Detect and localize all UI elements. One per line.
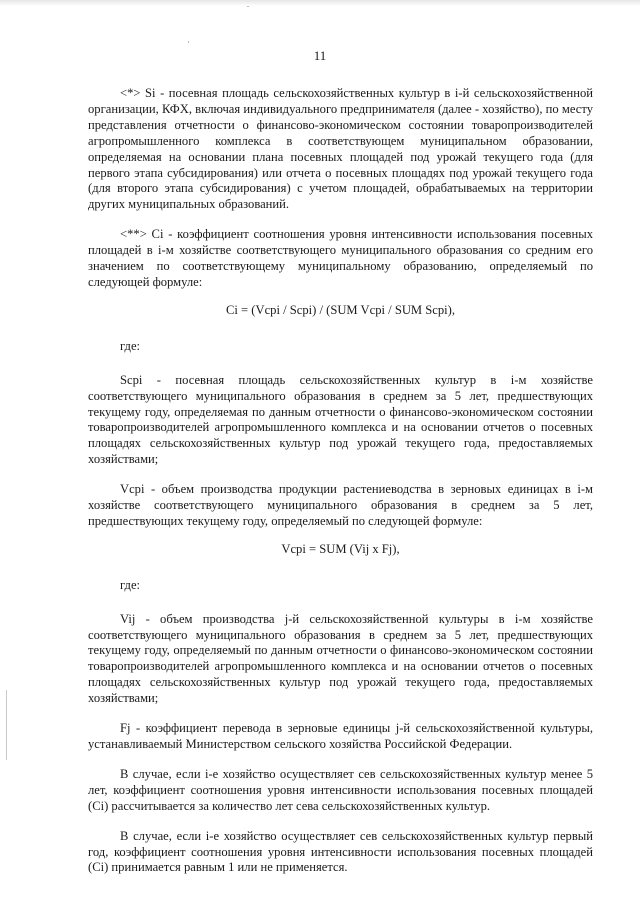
document-body xyxy=(88,86,593,890)
definition-vcpi: Vcpi - объем производства продукции растениеводства в зерновых единицах в i-м хозяйстве соответствующего муниципального образования в среднем за 5 лет, предшествующих текущему году, определяемый по следующей формуле: xyxy=(88,482,593,528)
scan-edge xyxy=(0,0,640,6)
rule-less-than-5-years: В случае, если i-е хозяйство осуществляет сев сельскохозяйственных культур менее 5 лет, коэффициент соотношения уровня интенсивности использования посевных площадей (Ci) рассчитывается за количество лет сева сельскохозяйственных культур. xyxy=(88,766,593,813)
scan-margin-line xyxy=(6,690,7,760)
definition-fj: Fj - коэффициент перевода в зерновые единицы j-й сельскохозяйственной культуры, устанавливаемый Министерством сельского хозяйства Российской Федерации. xyxy=(88,721,593,751)
rule-first-year: В случае, если i-е хозяйство осуществляет сев сельскохозяйственных культур первый год, коэффициент соотношения уровня интенсивности использования посевных площадей (Ci) принимается равным 1 или не применяется. xyxy=(88,828,593,875)
formula-ci: Ci = (Vcpi / Scpi) / (SUM Vcpi / SUM Scpi), xyxy=(225,302,455,317)
definition-vij: Vij - объем производства j-й сельскохозяйственной культуры в i-м хозяйстве соответствующего муниципального образования в среднем за 5 лет, предшествующих текущему году, определяемый по данным отчетности о финансово-экономическом состоянии товаропроизводителей агропромышленного комплекса и на основании отчетов о посевных площадях сельскохозяйственных культур под урожай текущего года, предоставляемых хозяйствами; xyxy=(88,611,593,706)
formula-vcpi: Vcpi = SUM (Vij x Fj), xyxy=(281,541,400,556)
footnote-si: <*> Si - посевная площадь сельскохозяйственных культур в i-й сельскохозяйственной организации, КФХ, включая индивидуального предпринимателя (далее - хозяйство), по месту представления отчетности о финансово-экономическом состоянии товаропроизводителей агропромышленного комплекса в соответствующем муниципальном образовании, определяемая на основании плана посевных площадей под урожай текущего года (для первого этапа субсидирования) или отчета о посевных площадях под урожай текущего года (для второго этапа субсидирования) с учетом площадей, обрабатываемых на территории других муниципальных образований. xyxy=(88,86,593,212)
scan-speck xyxy=(247,6,249,7)
footnote-ci: <**> Ci - коэффициент соотношения уровня интенсивности использования посевных площадей в i-м хозяйстве соответствующего муниципального образования со средним его значением по соответствующему муниципальному образованию, определяемый по следующей формуле: xyxy=(88,227,593,289)
where-label: где: xyxy=(120,338,141,353)
where-label: где: xyxy=(120,577,141,592)
page-number: 11 xyxy=(313,48,327,63)
definition-scpi: Scpi - посевная площадь сельскохозяйственных культур в i-м хозяйстве соответствующего муниципального образования в среднем за 5 лет, предшествующих текущему году, определяемая по данным отчетности о финансово-экономическом состоянии товаропроизводителей агропромышленного комплекса и на основании отчетов о посевных площадях сельскохозяйственных культур под урожай текущего года, предоставляемых хозяйствами; xyxy=(88,372,593,467)
scan-speck xyxy=(188,41,189,43)
